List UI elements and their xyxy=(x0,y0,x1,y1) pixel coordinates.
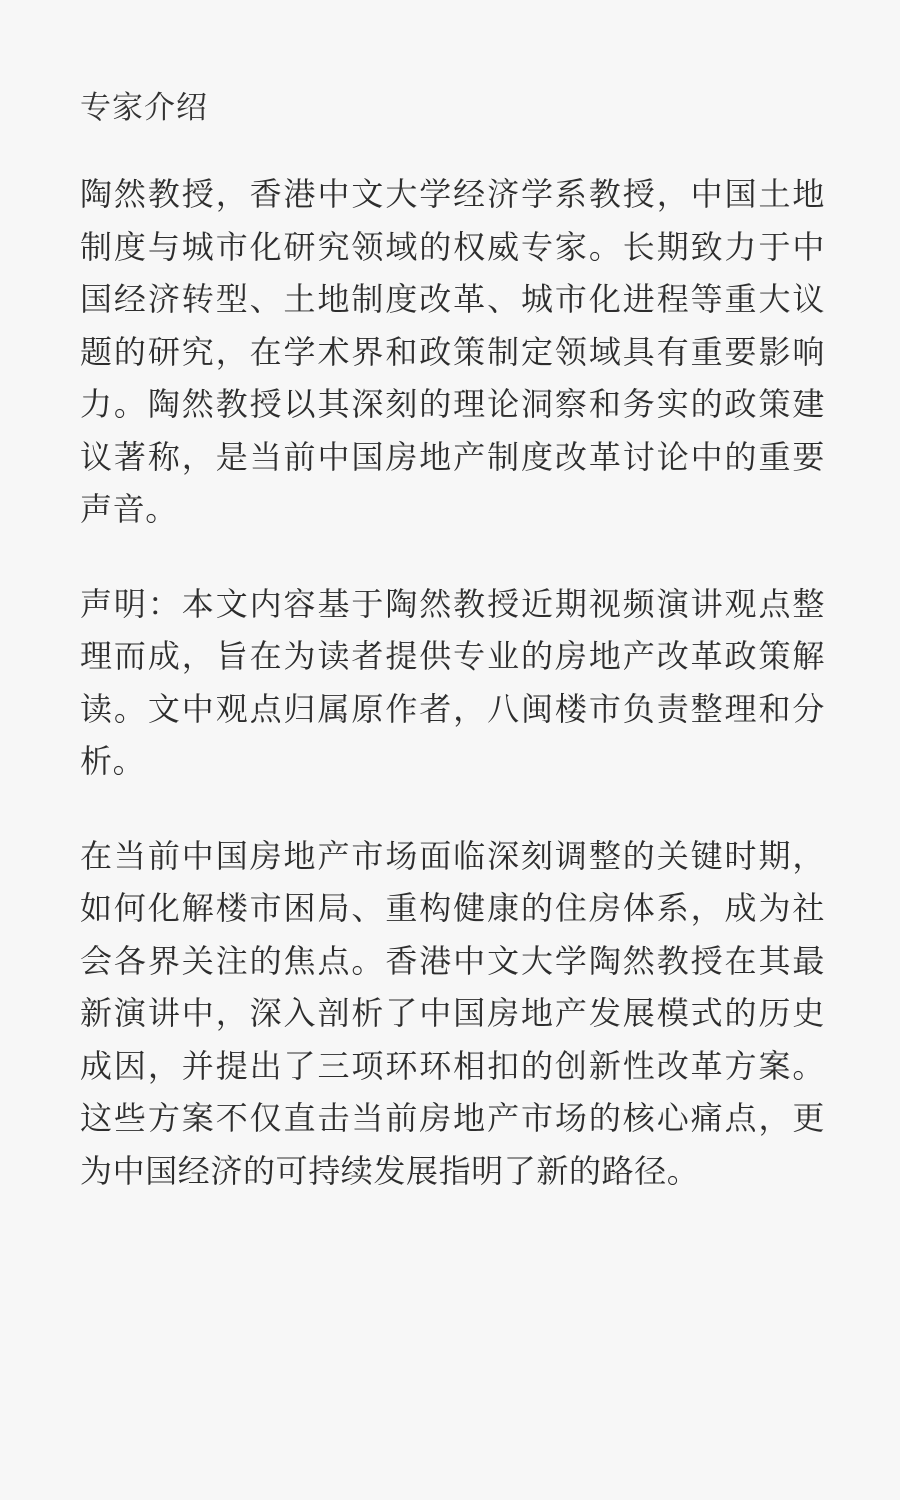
disclaimer-paragraph: 声明：本文内容基于陶然教授近期视频演讲观点整理而成，旨在为读者提供专业的房地产改革政策解读。文中观点归属原作者，八闽楼市负责整理和分析。 xyxy=(80,584,825,780)
intro-paragraph: 在当前中国房地产市场面临深刻调整的关键时期，如何化解楼市困局、重构健康的住房体系，成为社会各界关注的焦点。香港中文大学陶然教授在其最新演讲中，深入剖析了中国房地产发展模式的历史成因，并提出了三项环环相扣的创新性改革方案。这些方案不仅直击当前房地产市场的核心痛点，更为中国经济的可持续发展指明了新的路径。 xyxy=(80,836,825,1190)
expert-bio-paragraph: 陶然教授，香港中文大学经济学系教授，中国土地制度与城市化研究领域的权威专家。长期致力于中国经济转型、土地制度改革、城市化进程等重大议题的研究，在学术界和政策制定领域具有重要影响力。陶然教授以其深刻的理论洞察和务实的政策建议著称，是当前中国房地产制度改革讨论中的重要声音。 xyxy=(80,175,825,528)
article-body xyxy=(80,82,825,1197)
section-title: 专家介绍 xyxy=(80,90,208,126)
